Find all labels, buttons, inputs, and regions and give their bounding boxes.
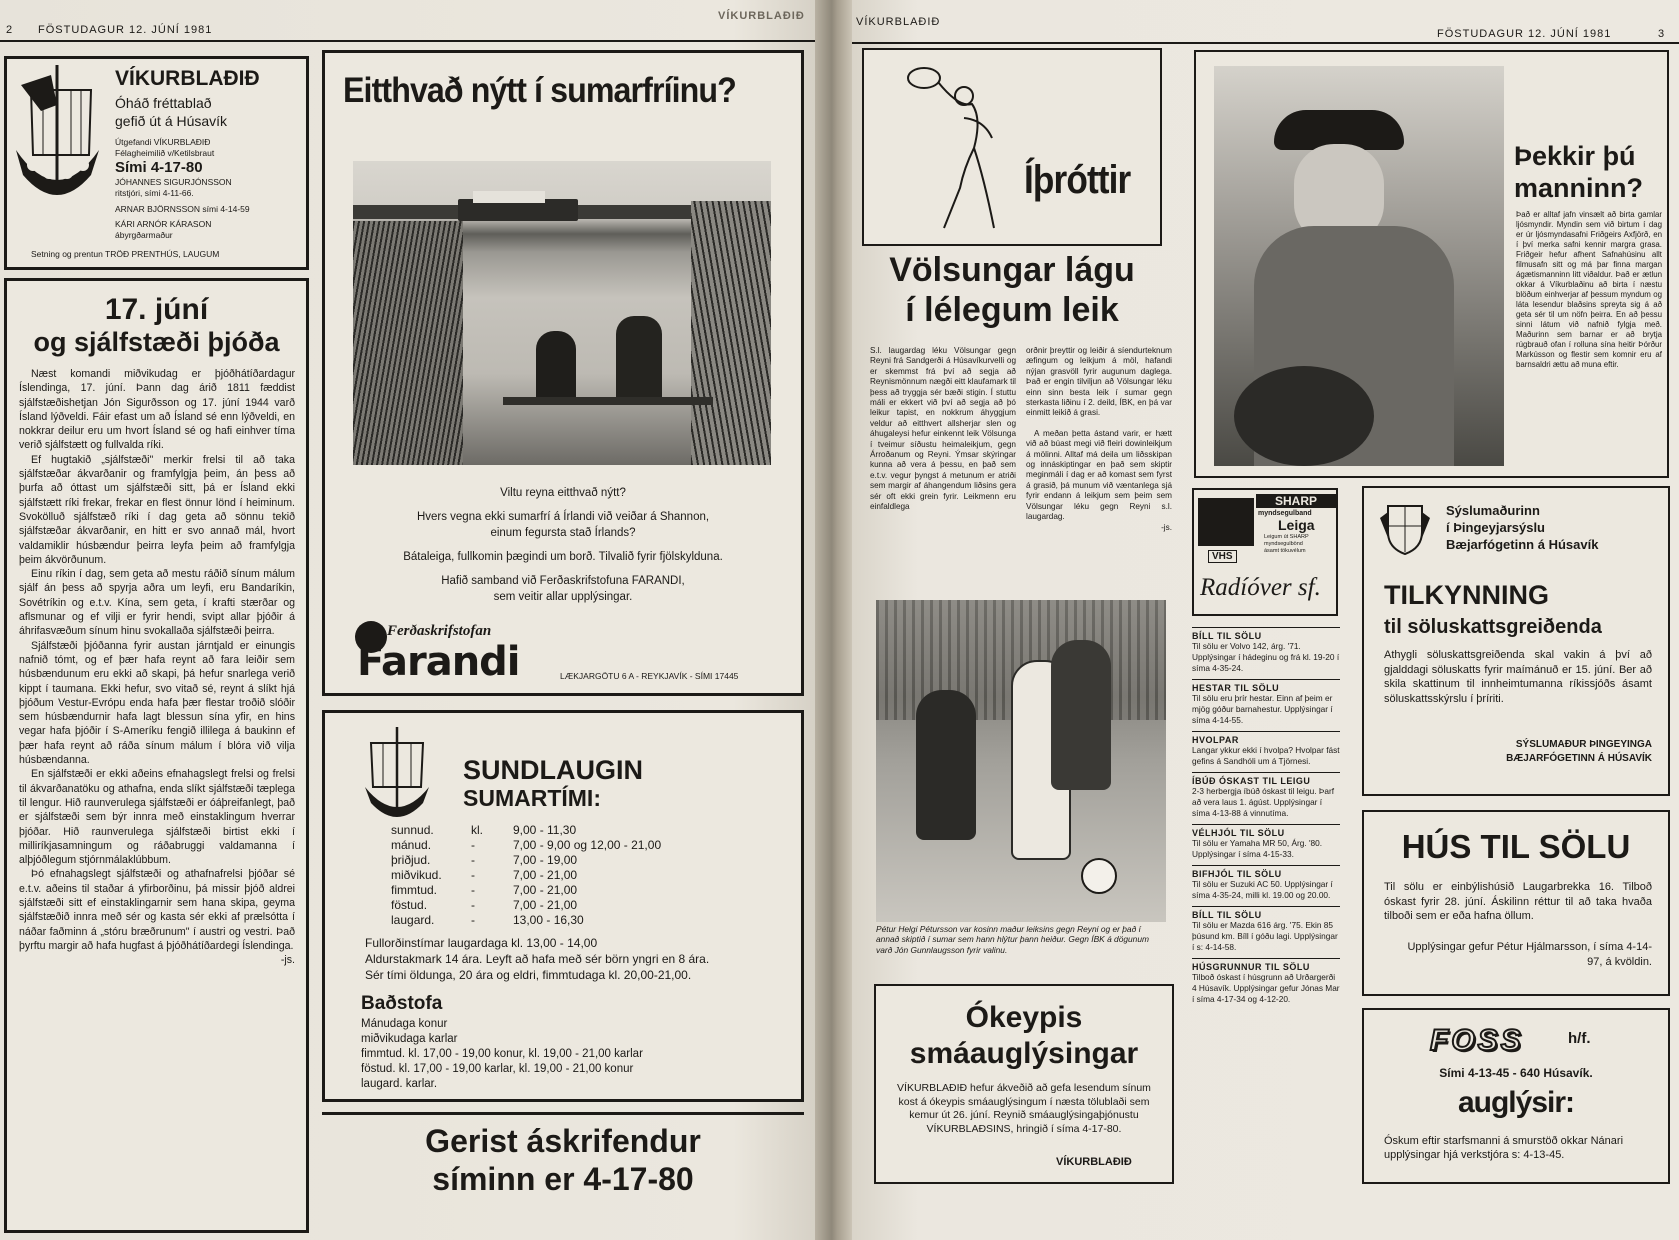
classified-item [1192, 627, 1340, 674]
pier [503, 397, 713, 405]
foss-headline: auglýsir: [1457, 1086, 1575, 1119]
sharp-line-2: Leiga [1278, 517, 1315, 533]
sheriff-line-2: í Þingeyjarsýslu [1446, 520, 1545, 535]
editorial-paragraph: Þó efnahagslegt sjálfstæði og athafnafrelsi þjóðar sé e.t.v. aðeins til staðar á yfirborðinu, þá missir þjóð aldrei sjálfstæði sitt ef einstaklingarnir sem hana skipa, geyma sjálfstæðið innra með sér og kasta sér ekki af prælsótta í náðar faðminn á „stóru bræðrunum" í austri og vestri. Það þyrftu margir að hafa hugfast á þjóðhátíðardegi Íslendinga. [19, 868, 295, 952]
pool-sep: - [471, 898, 475, 912]
editorial-paragraph: Næst komandi miðvikudag er þjóðhátíðardagur Íslendinga, 17. júní. Þann dag árið 1811 fæddist sjálfstæðishetjan Jón Sigurðsson og 17. júní 1944 varð Ísland lýðveldi. Fáir efast um að Ísland sé enn lýðveldi, en nokkrar deilur eru um hvort Ísland sé og hafi einhver tíma verið sjálfstætt og fullvalda ríki. [19, 368, 295, 452]
sauna-lines [361, 1017, 643, 1092]
sauna-line: fimmtud. kl. 17,00 - 19,00 konur, kl. 19,00 - 21,00 karlar [361, 1048, 643, 1060]
viking-ship-logo [11, 65, 103, 205]
vhs-label: VHS [1208, 550, 1237, 563]
pool-hours-table [391, 823, 703, 928]
foss-text: Óskum eftir starfsmanni á smurstöð okkar Nánari upplýsingar hjá verkstjóra s: 4-13-45. [1384, 1135, 1624, 1161]
foss-phone: Sími 4-13-45 - 640 Húsavík. [1439, 1066, 1593, 1080]
classified-text: 2-3 herbergja íbúð óskast til leigu. Þarf að vera laus 1. ágúst. Upplýsingar í síma 4-13-88 á vinnutíma. [1192, 786, 1335, 818]
reeds-left [353, 221, 463, 465]
football-ball [1081, 858, 1117, 894]
sheriff-header [1446, 502, 1598, 553]
pool-hours-row [391, 838, 703, 853]
sharp-line-4: myndsegulbönd [1264, 541, 1303, 547]
house-text: Til sölu er einbýlishúsið Laugarbrekka 16. Tilboð óskast fyrir 28. júní. Áskilinn réttur til að taka hvaða tilboði sem er eða hafna öllum. [1384, 881, 1652, 922]
farandi-logo-big: Farandi [357, 639, 520, 685]
masthead-name: VÍKURBLAÐIÐ [115, 67, 260, 90]
pool-time: 7,00 - 21,00 [513, 868, 578, 882]
sharp-ad-box [1192, 488, 1338, 616]
page-date-right: FÖSTUDAGUR 12. JÚNÍ 1981 [1437, 28, 1612, 40]
pool-hours-row [391, 868, 703, 883]
sauna-line: miðvikudaga karlar [361, 1033, 458, 1045]
classified-text: Til sölu er Volvo 142, árg. '71. Upplýsingar í hádeginu og frá kl. 19-20 í síma 4-35-24. [1192, 641, 1340, 673]
boat-cabin [473, 191, 545, 203]
radiover-logo: Radíóver sf. [1200, 574, 1321, 601]
pool-sep: - [471, 913, 475, 927]
pool-sep: - [471, 883, 475, 897]
farandi-address: LÆKJARGÖTU 6 A - REYKJAVÍK - SÍMI 17445 [560, 671, 739, 681]
who-title [1514, 140, 1643, 204]
sheriff-line-3: Bæjarfógetinn á Húsavík [1446, 537, 1599, 552]
pool-time: 7,00 - 19,00 [513, 853, 578, 867]
farandi-logo-small: Ferðaskrifstofan [387, 623, 492, 639]
travel-ad-box [322, 50, 804, 696]
subscribe-line-1: Gerist áskrifendur [425, 1123, 701, 1159]
pool-ad-box [322, 710, 804, 1102]
who-title-1: Þekkir þú [1514, 141, 1636, 171]
sheep [1234, 366, 1374, 466]
classified-item [1192, 731, 1340, 767]
free-ads-title-1: Ókeypis [965, 1001, 1083, 1034]
classified-title: HVOLPAR [1192, 731, 1340, 745]
sports-headline-2: í lélegum leik [905, 291, 1119, 329]
pool-time: 9,00 - 11,30 [513, 823, 577, 837]
football-caption: Pétur Helgi Pétursson var kosinn maður leiksins gegn Reyni og er það í annað skiptið í sumar sem hann hlýtur þann heiður. Gegn ÍBK á dögunum varð Jón Gunnlaugsson fyrir valinu. [876, 924, 1149, 955]
classified-text: Langar ykkur ekki í hvolpa? Hvolpar fást gefins á Sandhóli um á Tjörnesi. [1192, 745, 1340, 766]
who-box [1194, 50, 1669, 478]
pool-age-line: Aldurstakmark 14 ára. Leyft að hafa með sér börn yngri en 8 ára. [365, 952, 710, 966]
sheriff-text: Athygli söluskattsgreiðenda skal vakin á því að gjalddagi söluskatts fyrir maímánuð er 15. júní. Ber að skila skattinum til innheimtumanna ríkissjóðs ásamt söluskattsskýrslu í þríriti. [1384, 649, 1652, 705]
pool-seniors-line: Sér tími öldunga, 20 ára og eldri, fimmtudaga kl. 20,00-21,00. [365, 968, 692, 982]
travel-ad-line-1: Viltu reyna eitthvað nýtt? [500, 487, 626, 499]
editorial-paragraph: Ef hugtakið „sjálfstæði" merkir frelsi til að taka sjálfstæðar ákvarðanir og framfylgja þeim, án þess að þurfa að óttast um sjálfstæði sitt, þá er Ísland ekki sjálfstætt ríki frekar, frekar en flest önnur lönd í heiminum. Svokölluð sjálfstæð ríki í dag geta að sönnu tekið sjálfstæðar ákvarðanir, en hitt er svo annað mál, hvort valdamiklir húsbændur þeirra leyfa þeim að framfylgja þeim ákvörðunum. [19, 453, 295, 566]
sports-col-2b-text: A meðan þetta ástand varir, er hætt við að búast megi við fleiri dowinleikjum á mölinni. Alltaf má deila um liðsskipan og innáskiptingar en það sem skiptir meginmáli í dag er að komast sem fyrst á grasið, þá munum við væntanlega sjá fyrir endann á leikjum sem þeim sem Völsungar léku gegn Reyni s.l. laugardag. [1026, 428, 1172, 522]
sports-col-2 [1026, 346, 1172, 533]
pool-hours-row [391, 898, 703, 913]
editorial-paragraph: En sjálfstæði er ekki aðeins efnahagslegt frelsi og frelsi til ákvarðanatöku og athafna, enda slíkt sjálfstæði tæplega til lengur. Hið raunverulega sjálfstæði er óáþreifanlegt, það er sjálfstæði sem býr innra með einstaklingum hverrar þjóðar. Hið raunverulega sjálfstæði birtist ekki í milliríkjasamningum og ráðabruggi valdamanna í alþjóðlegum stjórnmálaklúbbum. [19, 768, 295, 867]
sauna-title: Baðstofa [361, 993, 443, 1014]
sheriff-sign-1: SÝSLUMAÐUR ÞINGEYINGA [1515, 739, 1652, 750]
sharp-small-text [1264, 534, 1309, 555]
pool-hours-row [391, 853, 703, 868]
subscribe-line-2: síminn er 4-17-80 [432, 1161, 694, 1197]
travel-ad-headline: Eitthvað nýtt í sumarfríinu? [343, 71, 736, 110]
sports-col-2-text: orðnir þreyttir og leiðir á síendurteknum æfingum og leikjum á möl, hafandi nýjan grasvöll fyrir augunum daglega. Það er engin tilviljun að Völsungar léku einn sinn besta leik í sumar gegn sterkasta liðinu í 2. deild, ÍBK, en þá var einmitt leikið á grasi. [1026, 346, 1172, 418]
travel-ad-line-2: Hvers vegna ekki sumarfrí á Írlandi við veiðar á Shannon, [416, 511, 710, 523]
sauna-line: Mánudaga konur [361, 1018, 448, 1030]
vcr-icon [1198, 498, 1254, 546]
classified-title: BÍLL TIL SÖLU [1192, 906, 1340, 920]
classified-title: VÉLHJÓL TIL SÖLU [1192, 824, 1340, 838]
classified-title: HÚSGRUNNUR TIL SÖLU [1192, 958, 1340, 972]
travel-ad-line-5: Hafið samband við Ferðaskrifstofuna FARANDI, [441, 575, 685, 587]
classified-title: HESTAR TIL SÖLU [1192, 679, 1340, 693]
sheriff-box [1362, 486, 1670, 796]
pool-title-2: SUMARTÍMI: [463, 785, 601, 811]
travel-ad-text [325, 485, 801, 605]
pool-time: 7,00 - 21,00 [513, 898, 578, 912]
classifieds-column [1192, 622, 1340, 1005]
classified-text: Til sölu er Mazda 616 árg. '75. Ekin 85 þúsund km. Bíll í góðu lagi. Upplýsingar í s: 4-14-58. [1192, 920, 1338, 952]
masthead-phone: Sími 4-17-80 [115, 159, 203, 176]
pool-title-1: SUNDLAUGIN [463, 755, 643, 785]
page-date-left: FÖSTUDAGUR 12. JÚNÍ 1981 [38, 24, 213, 36]
pool-day: þriðjud. [391, 853, 431, 867]
classified-item [1192, 865, 1340, 901]
classified-title: ÍBÚÐ ÓSKAST TIL LEIGU [1192, 772, 1340, 786]
sports-header-box [862, 48, 1162, 246]
fisher-1 [536, 331, 576, 401]
masthead-editor-info: ritstjóri, sími 4-11-66. [115, 188, 194, 198]
subscribe-box [322, 1122, 804, 1198]
football-photo [876, 600, 1166, 922]
free-ads-text: VÍKURBLAÐIÐ hefur ákveðið að gefa lesendum sínum kost á ókeypis smáauglýsingum í næsta tölublaði sem kemur út 26. júní. Reynið smáauglýsingaþjónustu VÍKURBLAÐSINS, hringið í síma 4-17-80. [897, 1082, 1151, 1135]
page-number-left: 2 [6, 24, 14, 36]
pool-time: 7,00 - 9,00 og 12,00 - 21,00 [513, 838, 662, 852]
editorial-box [4, 278, 309, 1233]
house-headline: HÚS TIL SÖLU [1401, 828, 1631, 865]
right-page [852, 0, 1679, 1240]
house-contact: Upplýsingar gefur Pétur Hjálmarsson, í síma 4-14-97, á kvöldin. [1407, 941, 1652, 968]
masthead-tagline-2: gefið út á Húsavík [115, 113, 228, 129]
pool-sep: - [471, 838, 475, 852]
sheriff-sign-2: BÆJARFÓGETINN Á HÚSAVÍK [1506, 753, 1652, 764]
classified-title: BÍLL TIL SÖLU [1192, 627, 1340, 641]
sheriff-headline: TILKYNNING [1384, 580, 1549, 610]
sharp-line-3: Leigum út SHARP [1264, 534, 1309, 540]
classified-item [1192, 958, 1340, 1005]
travel-ad-line-3: einum fegursta stað Írlands? [490, 527, 636, 539]
pool-hours-row [391, 883, 703, 898]
classified-text: Til sölu eru þrír hestar. Einn af þeim er mjög góður barnahestur. Upplýsingar í síma 4-14-55. [1192, 693, 1333, 725]
player-3 [1051, 640, 1111, 790]
masthead-address: Félagheimilið v/Ketilsbraut [115, 148, 215, 158]
pool-viking-logo [363, 727, 431, 827]
header-rule-right [852, 42, 1679, 44]
editorial-title-2: og sjálfstæði þjóða [33, 327, 280, 357]
header-rule [0, 40, 815, 42]
foss-box [1362, 1008, 1670, 1184]
running-title-left: VÍKURBLAÐIÐ [718, 10, 805, 22]
discus-thrower-icon [904, 58, 1014, 238]
editorial-paragraph: Sjálfstæði þjóðanna fyrir austan járntjald er einungis nafnið tómt, og ef þær hafa reynt að fara leiðir sem húsbændunum eru ekki að skapi, þá hefur snarlega verið kippt í taumana. Ekki hefur, svo vitað sé, reynt á slíkt hjá þjóðum Vestur-Evrópu enda hafa þær flestar troðið slóðir sem húsbændurnir hafa lagt blessun sína yfir, en hins vegar hafa þjóðir í S-Ameríku fengið illilega á baukinn ef þær hafa reynt að ráða sínum málum í blóra við vilja húsbændanna. [19, 639, 295, 767]
pool-day: föstud. [391, 898, 428, 912]
sauna-line: laugard. karlar. [361, 1078, 438, 1090]
editorial-title-1: 17. júní [104, 293, 209, 326]
pool-hours-row [391, 913, 703, 928]
free-ads-sign: VÍKURBLAÐIÐ [1056, 1156, 1132, 1168]
foss-suffix: h/f. [1568, 1030, 1591, 1047]
masthead-editor: JÓHANNES SIGURJÓNSSON [115, 177, 232, 187]
masthead-tagline-1: Óháð fréttablað [115, 95, 212, 111]
sharp-line-5: ásamt tökuvélum [1264, 548, 1306, 554]
pool-adult-line: Fullorðinstímar laugardaga kl. 13,00 - 14,00 [365, 936, 598, 950]
subscribe-rule [322, 1112, 804, 1115]
pool-notes [365, 935, 785, 983]
editorial-signature: -js. [280, 954, 295, 967]
sports-headline [862, 250, 1162, 330]
pool-day: laugard. [391, 913, 435, 927]
pool-time: 13,00 - 16,30 [513, 913, 584, 927]
sharp-line-1: myndsegulband [1258, 510, 1312, 517]
classified-text: Til sölu er Suzuki AC 50. Upplýsingar í síma 4-35-24, milli kl. 19.00 og 20.00. [1192, 879, 1333, 900]
house-box [1362, 810, 1670, 996]
running-title-right: VÍKURBLAÐIÐ [856, 16, 941, 28]
who-title-2: manninn? [1514, 173, 1643, 203]
pool-day: mánud. [391, 838, 432, 852]
masthead-box [4, 56, 309, 270]
pool-sep: - [471, 868, 475, 882]
sports-signature: -js. [1161, 522, 1172, 532]
masthead-staff-3: KÁRI ARNÓR KÁRASON [115, 219, 212, 229]
classified-item [1192, 679, 1340, 726]
fisher-2 [616, 316, 662, 401]
classified-item [1192, 824, 1340, 860]
sports-section-title: Íþróttir [1024, 158, 1131, 202]
sports-col-1: S.l. laugardag léku Völsungar gegn Reyni frá Sandgerði á Húsavíkurvelli og er skemmst frá því að segja að Reynismönnum nægði eitt klaufamark til þess að tryggja sér bæði stigin. Í stuttu máli er ekkert við því að segja að þó leikur tapist, en nokkrum áhyggjum veldur að eitthvert allsherjar slen og áhugaleysi hefur einkennt leik Völsunga í tveimur síðustu heimaleikjum, gegn Árroðanum og Reyni. Ýmsar skýringar kunna að vera á þessu, en það sem e.t.v. vegur þyngst á metunum er atriði sem margir af áhangendum liðsins gera sér oft ekki grein fyrir. Leikmenn eru einfaldlega [870, 346, 1016, 512]
old-man-photo [1214, 66, 1504, 466]
sheriff-line-1: Sýslumaðurinn [1446, 503, 1540, 518]
sharp-brand: SHARP [1256, 494, 1336, 508]
masthead-printing: Setning og prentun TRÖÐ PRENTHÚS, LAUGUM [31, 249, 220, 259]
classified-text: Til sölu er Yamaha MR 50, Árg. '80. Upplýsingar í síma 4-15-33. [1192, 838, 1323, 859]
sheriff-sign [1444, 738, 1652, 766]
classified-item [1192, 772, 1340, 819]
free-ads-box [874, 984, 1174, 1184]
reeds-right [691, 201, 771, 465]
free-ads-title [876, 1000, 1172, 1072]
sports-headline-1: Völsungar lágu [889, 251, 1135, 289]
pool-day: fimmtud. [391, 883, 438, 897]
pool-hours-row [391, 823, 703, 838]
pool-day: miðvikud. [391, 868, 442, 882]
page-number-right: 3 [1658, 28, 1666, 40]
foss-brand: FOSS [1430, 1024, 1524, 1057]
free-ads-title-2: smáauglýsingar [909, 1037, 1139, 1070]
classified-title: BIFHJÓL TIL SÖLU [1192, 865, 1340, 879]
sauna-line: föstud. kl. 17,00 - 19,00 karlar, kl. 19,00 - 21,00 konur [361, 1063, 634, 1075]
classified-item [1192, 906, 1340, 953]
travel-ad-line-4: Bátaleiga, fullkomin þægindi um borð. Tilvalið fyrir fjölskylduna. [403, 551, 723, 563]
travel-ad-line-6: sem veitir allar upplýsingar. [493, 591, 633, 603]
sheriff-subheadline: til söluskattsgreiðenda [1384, 616, 1602, 638]
player-1 [916, 690, 976, 840]
classified-text: Tilboð óskast í húsgrunn að Urðargerði 4 Húsavík. Upplýsingar gefur Jónas Mar í síma 4-17-34 og 4-12-20. [1192, 972, 1340, 1004]
pool-sep: - [471, 853, 475, 867]
lake-photo [353, 161, 771, 465]
left-page [0, 0, 815, 1240]
masthead-staff-3-role: ábyrgðarmaður [115, 230, 173, 240]
who-text: Það er alltaf jafn vinsælt að birta gamlar ljósmyndir. Myndin sem við birtum í dag er úr ljósmyndasafni Friðgeirs Axfjörð, en í því merka safni kennir margra grasa. Friðgeir hefur afhent Safnahúsinu allt filmusafn sitt og má þar finna margan ágætismanninn litt viðaldur. Það er ætlun okkar á Víkurblaðinu að birta í næstu blöðum einhverjar af þessum myndum og láta lesendur blaðsins spreyta sig á að geta sér til um nöfn þeirra. En að þessu sinni látum við nafnið fylgja með. Maðurinn sem barnar er að brytja rúgbrauð ofan í rolluna sína heitir Þórður Markússon og flestir sem komnir eru af barnsaldri ættu að muna eftir. [1516, 210, 1662, 369]
masthead-staff-2: ARNAR BJÖRNSSON sími 4-14-59 [115, 204, 250, 214]
editorial-body [19, 367, 295, 967]
coat-of-arms-icon [1376, 498, 1434, 556]
pool-sep: kl. [471, 823, 483, 837]
masthead-publisher: Útgefandi VÍKURBLAÐIÐ [115, 137, 211, 147]
pool-day: sunnud. [391, 823, 434, 837]
book-gutter [815, 0, 852, 1240]
editorial-paragraph: Einu ríkin í dag, sem geta að mestu ráðið sínum málum sjálf án þess að spyrja aðra um leyfi, eru Bandaríkin, Sovétríkin og e.t.v. Kína, sem geta, í krafti stærðar og aflsmunar og ef vilji er fyrir hendi, svipt allar þjóðir á áhrifasvæðum sínum hinu svokallaða sjálfstæði þeirra. [19, 568, 295, 638]
pool-time: 7,00 - 21,00 [513, 883, 578, 897]
